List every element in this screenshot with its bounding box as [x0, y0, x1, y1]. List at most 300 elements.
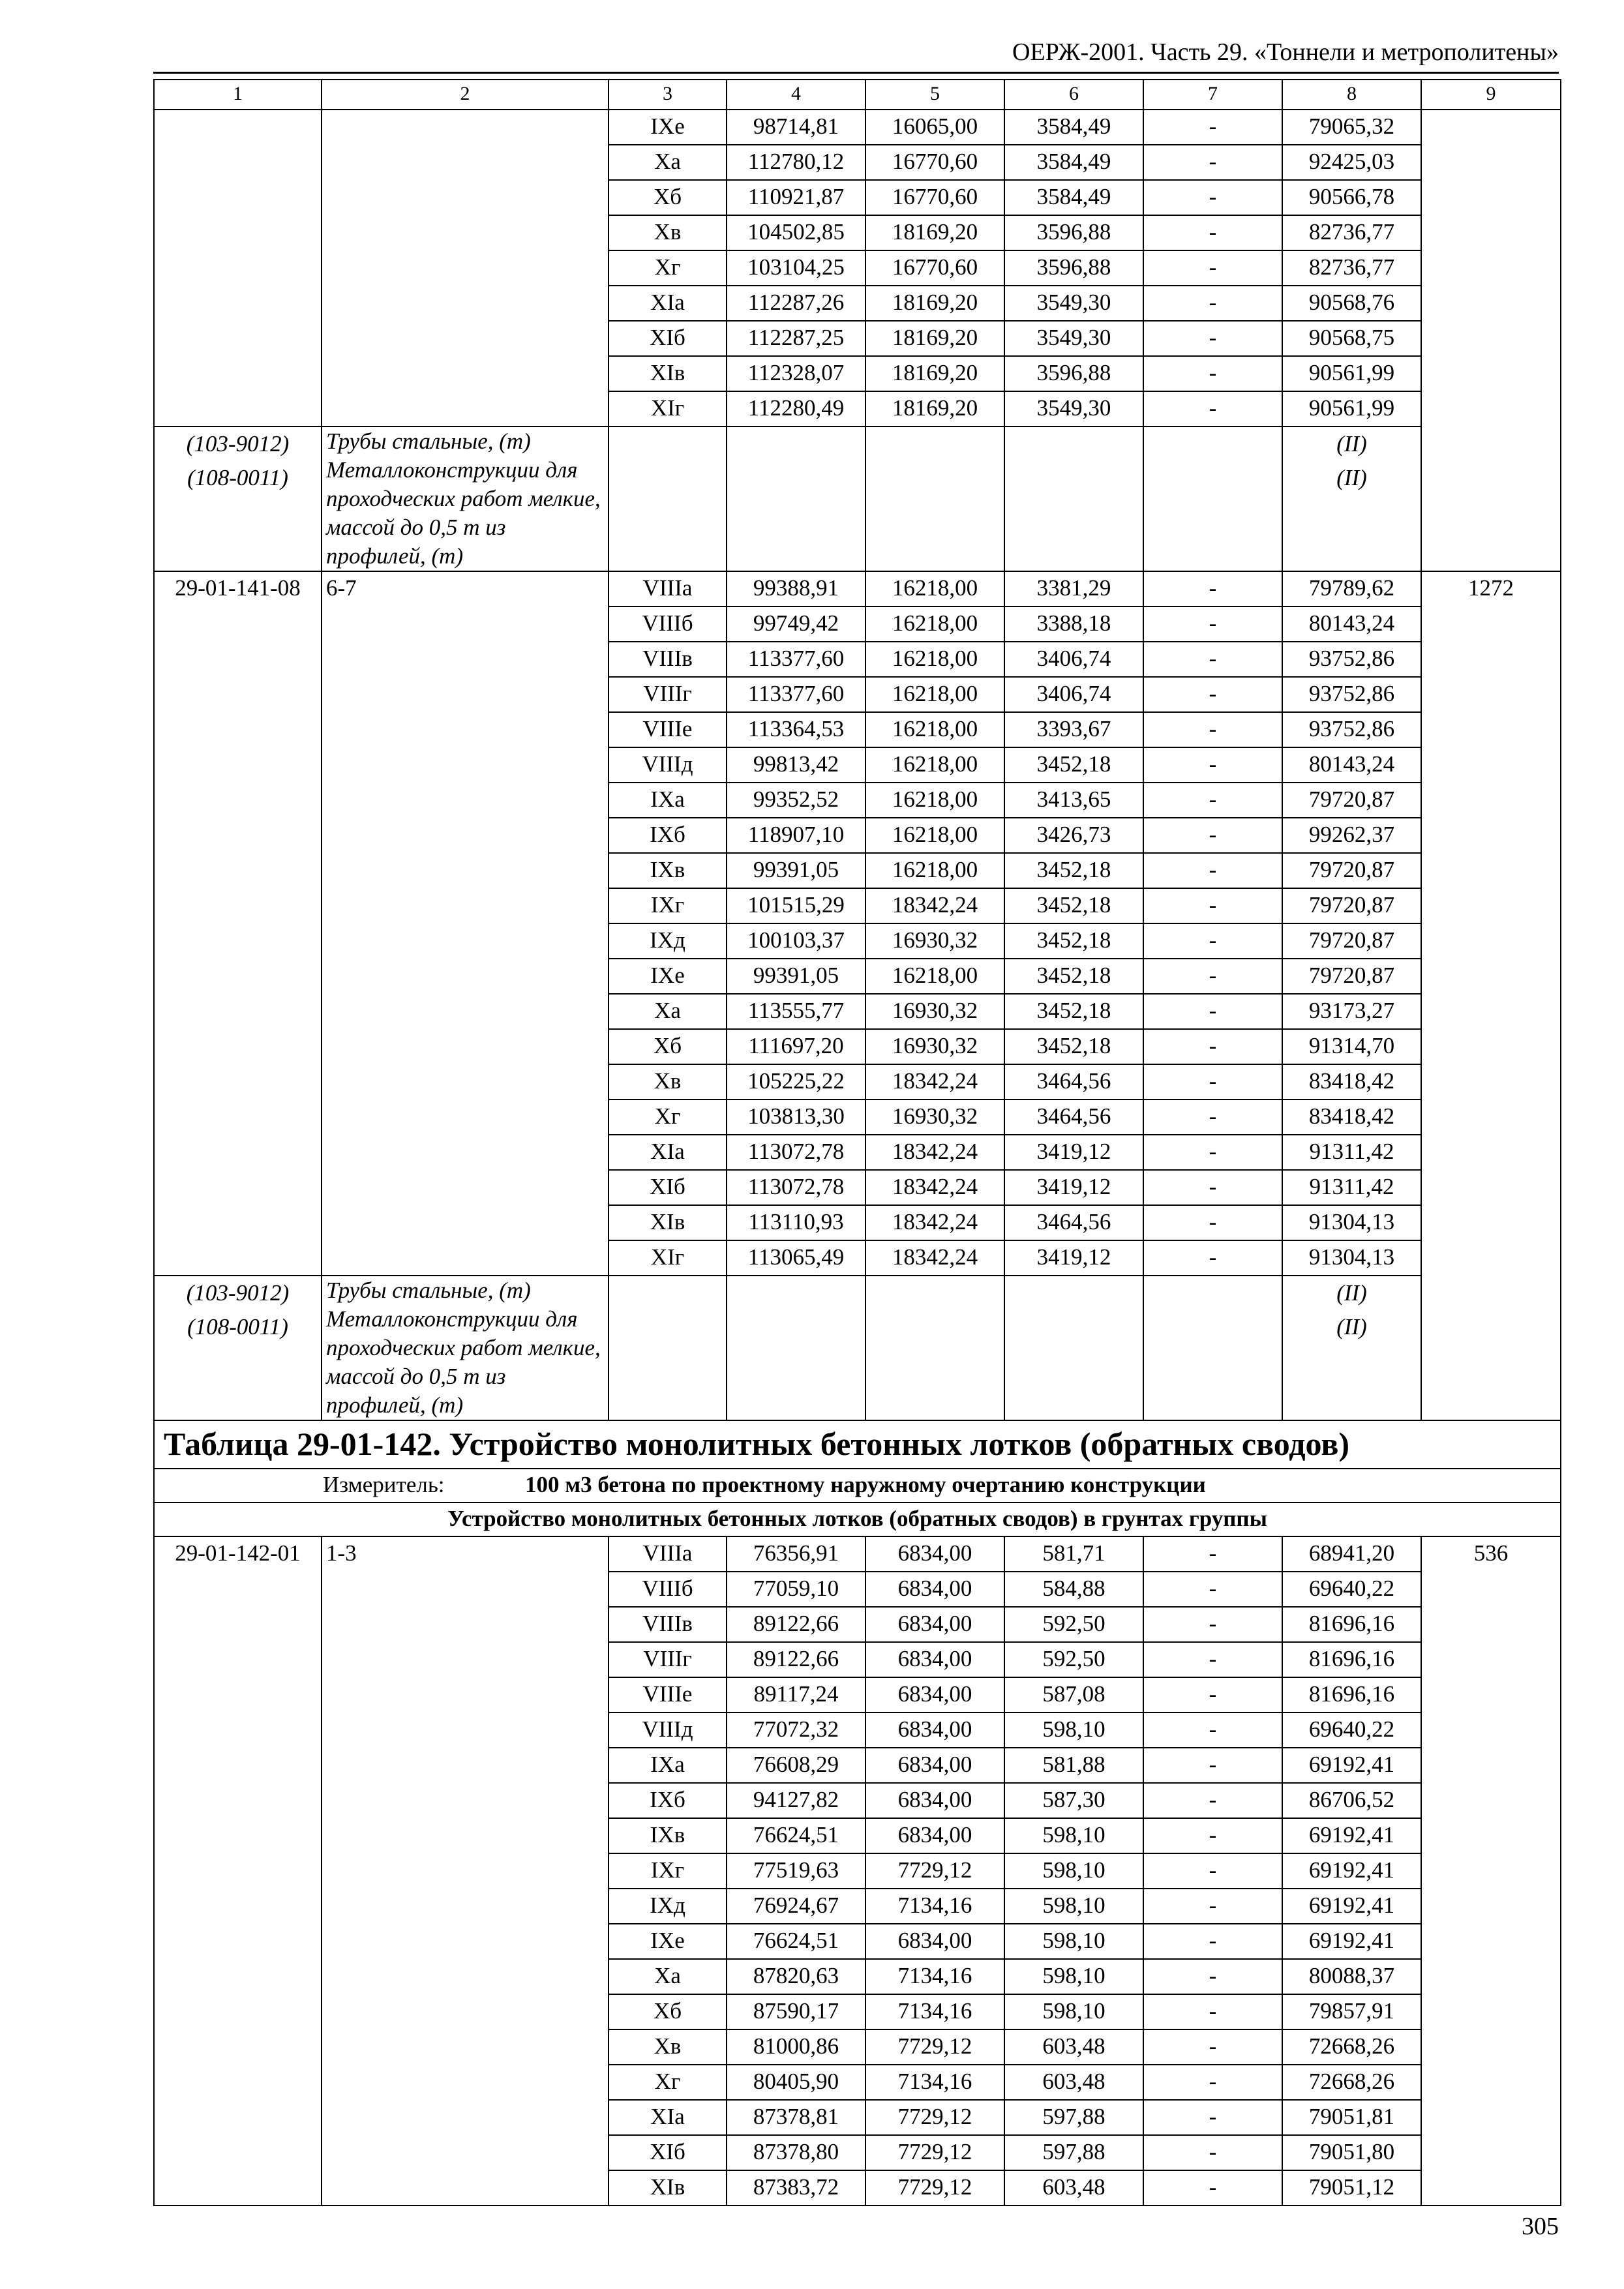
cell-col-7: - — [1143, 1170, 1282, 1205]
cell-col-4: 99388,91 — [727, 571, 865, 606]
cell-col-7: - — [1143, 923, 1282, 959]
cell-col-3: Xг — [609, 1100, 727, 1135]
cell-col-6: 3452,18 — [1004, 923, 1143, 959]
cell-col-3: IXг — [609, 888, 727, 923]
cell-col-8: 93752,86 — [1282, 642, 1421, 677]
cell-col-4: 87378,81 — [727, 2100, 865, 2135]
cell-col-6: 587,08 — [1004, 1677, 1143, 1713]
column-number: 3 — [609, 80, 727, 110]
resource-value: (II) — [1336, 465, 1367, 490]
cell-col-5: 16218,00 — [865, 677, 1004, 712]
resource-code: (108-0011) — [187, 465, 288, 490]
cell-col-8: 79720,87 — [1282, 783, 1421, 818]
column-number: 8 — [1282, 80, 1421, 110]
cell-col-4: 80405,90 — [727, 2065, 865, 2100]
cell-col-7: - — [1143, 1783, 1282, 1818]
cell-col-3: VIIIе — [609, 1677, 727, 1713]
cell-col-4: 76608,29 — [727, 1748, 865, 1783]
cell-col-4: 99391,05 — [727, 853, 865, 888]
cell-col-3: Xб — [609, 180, 727, 215]
cell-col-3: IXв — [609, 853, 727, 888]
cell-col-5: 16930,32 — [865, 994, 1004, 1029]
cell-col-8: 69192,41 — [1282, 1924, 1421, 1959]
cell-col-3: Xв — [609, 215, 727, 250]
cell-col-8: 81696,16 — [1282, 1607, 1421, 1642]
resources-row — [154, 426, 1561, 571]
cell-col-3: Xа — [609, 994, 727, 1029]
cell-col-3: Xг — [609, 250, 727, 286]
cell-col-6: 598,10 — [1004, 1994, 1143, 2029]
cell-col-8: 90568,75 — [1282, 321, 1421, 356]
resource-values — [1282, 426, 1421, 571]
cell-col-5: 18169,20 — [865, 356, 1004, 391]
cell-col-3: XIг — [609, 1240, 727, 1276]
cell-col-7: - — [1143, 606, 1282, 642]
rate-code: 29-01-141-08 — [154, 571, 322, 1276]
cell-col-3: XIв — [609, 356, 727, 391]
cell-col-8: 91311,42 — [1282, 1170, 1421, 1205]
cell-col-8: 99262,37 — [1282, 818, 1421, 853]
rates-table — [153, 79, 1561, 2206]
cell-col-7: - — [1143, 1677, 1282, 1713]
empty-cell — [727, 426, 865, 571]
cell-col-3: VIIIб — [609, 1572, 727, 1607]
resource-name: Трубы стальные, (т) — [326, 1278, 531, 1303]
cell-col-4: 76624,51 — [727, 1924, 865, 1959]
cell-col-3: IXа — [609, 783, 727, 818]
resource-value: (II) — [1336, 1314, 1367, 1339]
cell-col-3: VIIIд — [609, 747, 727, 783]
cell-col-5: 7729,12 — [865, 1853, 1004, 1889]
cell-col-8: 93752,86 — [1282, 712, 1421, 747]
cell-col-8: 69640,22 — [1282, 1572, 1421, 1607]
resource-code: (103-9012) — [186, 1280, 290, 1306]
cell-col-8: 80088,37 — [1282, 1959, 1421, 1994]
cell-col-3: VIIIа — [609, 1536, 727, 1572]
cell-col-6: 584,88 — [1004, 1572, 1143, 1607]
cell-col-7: - — [1143, 1889, 1282, 1924]
cell-col-8: 90561,99 — [1282, 356, 1421, 391]
cell-col-6: 3393,67 — [1004, 712, 1143, 747]
resource-name: Металлоконструкции для проходческих работ мелкие, массой до 0,5 т из профилей, (т) — [326, 1306, 601, 1418]
cell-col-4: 99749,42 — [727, 606, 865, 642]
cell-col-7: - — [1143, 1748, 1282, 1783]
cell-col-8: 79789,62 — [1282, 571, 1421, 606]
cell-col-4: 99352,52 — [727, 783, 865, 818]
cell-col-4: 87820,63 — [727, 1959, 865, 1994]
cell-col-5: 7134,16 — [865, 1959, 1004, 1994]
cell-col-5: 18342,24 — [865, 1240, 1004, 1276]
cell-col-8: 79051,81 — [1282, 2100, 1421, 2135]
cell-col-7: - — [1143, 1029, 1282, 1064]
table-title: Таблица 29-01-142. Устройство монолитных бетонных лотков (обратных сводов) — [154, 1420, 1561, 1469]
cell-col-6: 3584,49 — [1004, 145, 1143, 180]
cell-col-4: 113072,78 — [727, 1135, 865, 1170]
section-heading: Устройство монолитных бетонных лотков (обратных сводов) в грунтах группы — [154, 1503, 1561, 1536]
cell-col-7: - — [1143, 1818, 1282, 1853]
cell-col-7: - — [1143, 1572, 1282, 1607]
cell-col-7: - — [1143, 1205, 1282, 1240]
cell-col-7: - — [1143, 1924, 1282, 1959]
cell-col-6: 598,10 — [1004, 1713, 1143, 1748]
cell-col-7: - — [1143, 783, 1282, 818]
measure-cell — [154, 1469, 1561, 1503]
cell-col-6: 598,10 — [1004, 1924, 1143, 1959]
cell-col-6: 3584,49 — [1004, 110, 1143, 145]
cell-col-8: 83418,42 — [1282, 1064, 1421, 1100]
cell-col-8: 69640,22 — [1282, 1713, 1421, 1748]
cell-col-5: 16218,00 — [865, 959, 1004, 994]
column-number: 2 — [322, 80, 609, 110]
cell-col-4: 113377,60 — [727, 642, 865, 677]
cell-col-7: - — [1143, 2100, 1282, 2135]
rate-code: 29-01-142-01 — [154, 1536, 322, 2206]
cell-col-4: 110921,87 — [727, 180, 865, 215]
rate-code — [154, 110, 322, 426]
cell-col-3: XIв — [609, 2170, 727, 2206]
cell-col-3: IXг — [609, 1853, 727, 1889]
cell-col-3: Xв — [609, 2029, 727, 2065]
cell-col-5: 16218,00 — [865, 783, 1004, 818]
cell-col-7: - — [1143, 1064, 1282, 1100]
cell-col-4: 105225,22 — [727, 1064, 865, 1100]
cell-col-3: VIIIв — [609, 642, 727, 677]
cell-col-3: VIIIв — [609, 1607, 727, 1642]
cell-col-4: 89122,66 — [727, 1607, 865, 1642]
cell-col-5: 6834,00 — [865, 1536, 1004, 1572]
cell-col-3: XIб — [609, 2135, 727, 2170]
cell-col-5: 18169,20 — [865, 321, 1004, 356]
cell-col-6: 3419,12 — [1004, 1170, 1143, 1205]
cell-col-6: 603,48 — [1004, 2029, 1143, 2065]
cell-col-7: - — [1143, 180, 1282, 215]
cell-col-7: - — [1143, 888, 1282, 923]
cell-col-5: 6834,00 — [865, 1924, 1004, 1959]
cell-col-6: 598,10 — [1004, 1889, 1143, 1924]
resource-code: (108-0011) — [187, 1314, 288, 1339]
cell-col-5: 7729,12 — [865, 2029, 1004, 2065]
cell-col-4: 89122,66 — [727, 1642, 865, 1677]
cell-col-4: 87378,80 — [727, 2135, 865, 2170]
cell-col-3: IXб — [609, 818, 727, 853]
cell-col-5: 18169,20 — [865, 286, 1004, 321]
cell-col-8: 91304,13 — [1282, 1240, 1421, 1276]
cell-col-7: - — [1143, 215, 1282, 250]
cell-col-6: 3406,74 — [1004, 642, 1143, 677]
cell-col-8: 90568,76 — [1282, 286, 1421, 321]
rate-description: 1-3 — [322, 1536, 609, 2206]
cell-col-3: VIIIа — [609, 571, 727, 606]
cell-col-5: 6834,00 — [865, 1642, 1004, 1677]
cell-col-7: - — [1143, 110, 1282, 145]
cell-col-4: 87590,17 — [727, 1994, 865, 2029]
cell-col-7: - — [1143, 2065, 1282, 2100]
cell-col-6: 3426,73 — [1004, 818, 1143, 853]
cell-col-4: 113065,49 — [727, 1240, 865, 1276]
cell-col-4: 113072,78 — [727, 1170, 865, 1205]
cell-col-3: VIIIг — [609, 677, 727, 712]
cell-col-3: Xг — [609, 2065, 727, 2100]
cell-col-3: IXе — [609, 110, 727, 145]
cell-col-4: 100103,37 — [727, 923, 865, 959]
cell-col-5: 16218,00 — [865, 853, 1004, 888]
rate-description — [322, 110, 609, 426]
cell-col-8: 79857,91 — [1282, 1994, 1421, 2029]
cell-col-8: 80143,24 — [1282, 747, 1421, 783]
cell-col-6: 581,71 — [1004, 1536, 1143, 1572]
cell-col-7: - — [1143, 853, 1282, 888]
rate-description: 6-7 — [322, 571, 609, 1276]
cell-col-4: 77072,32 — [727, 1713, 865, 1748]
cell-col-7: - — [1143, 145, 1282, 180]
cell-col-7: - — [1143, 2170, 1282, 2206]
empty-cell — [865, 426, 1004, 571]
cell-col-4: 112328,07 — [727, 356, 865, 391]
cell-col-7: - — [1143, 1536, 1282, 1572]
cell-col-8: 79051,12 — [1282, 2170, 1421, 2206]
cell-col-3: Xб — [609, 1994, 727, 2029]
cell-col-3: XIв — [609, 1205, 727, 1240]
cell-col-6: 3464,56 — [1004, 1064, 1143, 1100]
cell-col-6: 3549,30 — [1004, 286, 1143, 321]
empty-cell — [609, 426, 727, 571]
cell-col-4: 118907,10 — [727, 818, 865, 853]
cell-col-4: 103813,30 — [727, 1100, 865, 1135]
cell-col-5: 16065,00 — [865, 110, 1004, 145]
cell-col-7: - — [1143, 747, 1282, 783]
resource-names — [322, 1276, 609, 1420]
cell-col-5: 6834,00 — [865, 1713, 1004, 1748]
resource-values — [1282, 1276, 1421, 1420]
cell-col-6: 3413,65 — [1004, 783, 1143, 818]
cell-col-4: 77519,63 — [727, 1853, 865, 1889]
cell-col-3: XIб — [609, 1170, 727, 1205]
cell-col-3: IXе — [609, 1924, 727, 1959]
cell-col-8: 93173,27 — [1282, 994, 1421, 1029]
running-header: ОЕРЖ-2001. Часть 29. «Тоннели и метрополитены» — [1012, 38, 1559, 66]
column-number: 9 — [1421, 80, 1561, 110]
cell-col-6: 3584,49 — [1004, 180, 1143, 215]
cell-col-3: VIIIе — [609, 712, 727, 747]
cell-col-6: 3406,74 — [1004, 677, 1143, 712]
empty-cell — [1143, 1276, 1282, 1420]
cell-col-8: 69192,41 — [1282, 1889, 1421, 1924]
cell-col-8: 72668,26 — [1282, 2029, 1421, 2065]
cell-col-5: 6834,00 — [865, 1572, 1004, 1607]
cell-col-7: - — [1143, 250, 1282, 286]
measure-row — [154, 1469, 1561, 1503]
cell-col-7: - — [1143, 2135, 1282, 2170]
table-row — [154, 571, 1561, 606]
cell-col-6: 592,50 — [1004, 1642, 1143, 1677]
cell-col-3: Xв — [609, 1064, 727, 1100]
resource-name: Металлоконструкции для проходческих работ мелкие, массой до 0,5 т из профилей, (т) — [326, 457, 601, 569]
cell-col-6: 3464,56 — [1004, 1100, 1143, 1135]
empty-cell — [1004, 1276, 1143, 1420]
cell-col-5: 7729,12 — [865, 2100, 1004, 2135]
cell-col-4: 113364,53 — [727, 712, 865, 747]
cell-col-8: 91304,13 — [1282, 1205, 1421, 1240]
cell-col-7: - — [1143, 2029, 1282, 2065]
header-rule — [153, 72, 1559, 74]
measure-label: Измеритель: — [323, 1472, 445, 1497]
cell-col-4: 99813,42 — [727, 747, 865, 783]
cell-col-4: 112287,26 — [727, 286, 865, 321]
cell-col-6: 3419,12 — [1004, 1240, 1143, 1276]
cell-col-4: 112287,25 — [727, 321, 865, 356]
cell-col-7: - — [1143, 391, 1282, 426]
cell-col-3: Xа — [609, 145, 727, 180]
cell-col-8: 82736,77 — [1282, 215, 1421, 250]
cell-col-4: 112280,49 — [727, 391, 865, 426]
cell-col-4: 89117,24 — [727, 1677, 865, 1713]
cell-col-6: 587,30 — [1004, 1783, 1143, 1818]
cell-col-3: XIа — [609, 286, 727, 321]
cell-col-4: 99391,05 — [727, 959, 865, 994]
cell-col-6: 3452,18 — [1004, 888, 1143, 923]
cell-col-6: 3596,88 — [1004, 356, 1143, 391]
cell-col-8: 92425,03 — [1282, 145, 1421, 180]
cell-col-8: 79065,32 — [1282, 110, 1421, 145]
cell-col-3: IXд — [609, 1889, 727, 1924]
cell-col-7: - — [1143, 959, 1282, 994]
cell-col-7: - — [1143, 818, 1282, 853]
cell-col-8: 69192,41 — [1282, 1853, 1421, 1889]
cell-col-3: IXа — [609, 1748, 727, 1783]
cell-col-4: 94127,82 — [727, 1783, 865, 1818]
cell-col-7: - — [1143, 1994, 1282, 2029]
cell-col-3: Xб — [609, 1029, 727, 1064]
cell-col-7: - — [1143, 1100, 1282, 1135]
resources-row — [154, 1276, 1561, 1420]
cell-col-4: 76356,91 — [727, 1536, 865, 1572]
empty-cell — [727, 1276, 865, 1420]
cell-col-5: 7729,12 — [865, 2135, 1004, 2170]
cell-col-5: 18169,20 — [865, 391, 1004, 426]
cell-col-5: 6834,00 — [865, 1748, 1004, 1783]
cell-col-8: 68941,20 — [1282, 1536, 1421, 1572]
cell-col-4: 103104,25 — [727, 250, 865, 286]
cell-col-7: - — [1143, 994, 1282, 1029]
cell-col-5: 16218,00 — [865, 606, 1004, 642]
empty-cell — [1004, 426, 1143, 571]
cell-col-6: 3381,29 — [1004, 571, 1143, 606]
cell-col-5: 7134,16 — [865, 1994, 1004, 2029]
cell-col-7: - — [1143, 1240, 1282, 1276]
cell-col-8: 81696,16 — [1282, 1677, 1421, 1713]
column-number: 6 — [1004, 80, 1143, 110]
cell-col-8: 79051,80 — [1282, 2135, 1421, 2170]
cell-col-7: - — [1143, 677, 1282, 712]
cell-col-4: 76624,51 — [727, 1818, 865, 1853]
resource-value: (II) — [1336, 431, 1367, 456]
cell-col-5: 6834,00 — [865, 1783, 1004, 1818]
cell-col-7: - — [1143, 1642, 1282, 1677]
cell-col-6: 3596,88 — [1004, 250, 1143, 286]
column-number: 1 — [154, 80, 322, 110]
cell-col-8: 79720,87 — [1282, 888, 1421, 923]
cell-col-5: 6834,00 — [865, 1607, 1004, 1642]
column-number: 4 — [727, 80, 865, 110]
empty-cell — [609, 1276, 727, 1420]
cell-col-6: 3452,18 — [1004, 1029, 1143, 1064]
cell-col-8: 72668,26 — [1282, 2065, 1421, 2100]
cell-col-3: XIа — [609, 2100, 727, 2135]
cell-col-4: 111697,20 — [727, 1029, 865, 1064]
resource-code: (103-9012) — [186, 431, 290, 456]
empty-cell — [865, 1276, 1004, 1420]
table-title-row — [154, 1420, 1561, 1469]
cell-col-3: VIIIг — [609, 1642, 727, 1677]
page-number: 305 — [1522, 2213, 1559, 2240]
cell-col-7: - — [1143, 571, 1282, 606]
cell-col-4: 113110,93 — [727, 1205, 865, 1240]
cell-col-8: 91311,42 — [1282, 1135, 1421, 1170]
resource-codes — [154, 1276, 322, 1420]
cell-col-7: - — [1143, 712, 1282, 747]
cell-col-5: 16218,00 — [865, 642, 1004, 677]
cell-col-8: 91314,70 — [1282, 1029, 1421, 1064]
cell-col-6: 3549,30 — [1004, 391, 1143, 426]
cell-col-8: 93752,86 — [1282, 677, 1421, 712]
cell-col-5: 18342,24 — [865, 1170, 1004, 1205]
resource-names — [322, 426, 609, 571]
cell-col-3: VIIIб — [609, 606, 727, 642]
cell-col-8: 79720,87 — [1282, 923, 1421, 959]
cell-col-9: 536 — [1421, 1536, 1561, 2206]
cell-col-3: IXб — [609, 1783, 727, 1818]
cell-col-8: 80143,24 — [1282, 606, 1421, 642]
resource-name: Трубы стальные, (т) — [326, 428, 531, 454]
cell-col-6: 3549,30 — [1004, 321, 1143, 356]
cell-col-7: - — [1143, 356, 1282, 391]
cell-col-8: 90566,78 — [1282, 180, 1421, 215]
cell-col-4: 113555,77 — [727, 994, 865, 1029]
cell-col-5: 7134,16 — [865, 1889, 1004, 1924]
cell-col-6: 603,48 — [1004, 2065, 1143, 2100]
cell-col-5: 16218,00 — [865, 818, 1004, 853]
cell-col-6: 598,10 — [1004, 1818, 1143, 1853]
cell-col-6: 597,88 — [1004, 2100, 1143, 2135]
cell-col-3: XIб — [609, 321, 727, 356]
cell-col-7: - — [1143, 286, 1282, 321]
cell-col-6: 3452,18 — [1004, 747, 1143, 783]
section-row — [154, 1503, 1561, 1536]
cell-col-5: 16770,60 — [865, 250, 1004, 286]
column-number: 5 — [865, 80, 1004, 110]
cell-col-7: - — [1143, 1713, 1282, 1748]
column-number: 7 — [1143, 80, 1282, 110]
cell-col-4: 76924,67 — [727, 1889, 865, 1924]
cell-col-8: 82736,77 — [1282, 250, 1421, 286]
cell-col-4: 87383,72 — [727, 2170, 865, 2206]
cell-col-5: 16770,60 — [865, 145, 1004, 180]
column-numbers-row — [154, 80, 1561, 110]
cell-col-6: 581,88 — [1004, 1748, 1143, 1783]
cell-col-8: 69192,41 — [1282, 1818, 1421, 1853]
cell-col-3: XIг — [609, 391, 727, 426]
cell-col-5: 16930,32 — [865, 923, 1004, 959]
cell-col-5: 7134,16 — [865, 2065, 1004, 2100]
cell-col-4: 113377,60 — [727, 677, 865, 712]
resource-value: (II) — [1336, 1280, 1367, 1306]
cell-col-4: 77059,10 — [727, 1572, 865, 1607]
cell-col-3: XIа — [609, 1135, 727, 1170]
cell-col-7: - — [1143, 1853, 1282, 1889]
cell-col-7: - — [1143, 321, 1282, 356]
cell-col-5: 7729,12 — [865, 2170, 1004, 2206]
cell-col-5: 16930,32 — [865, 1100, 1004, 1135]
